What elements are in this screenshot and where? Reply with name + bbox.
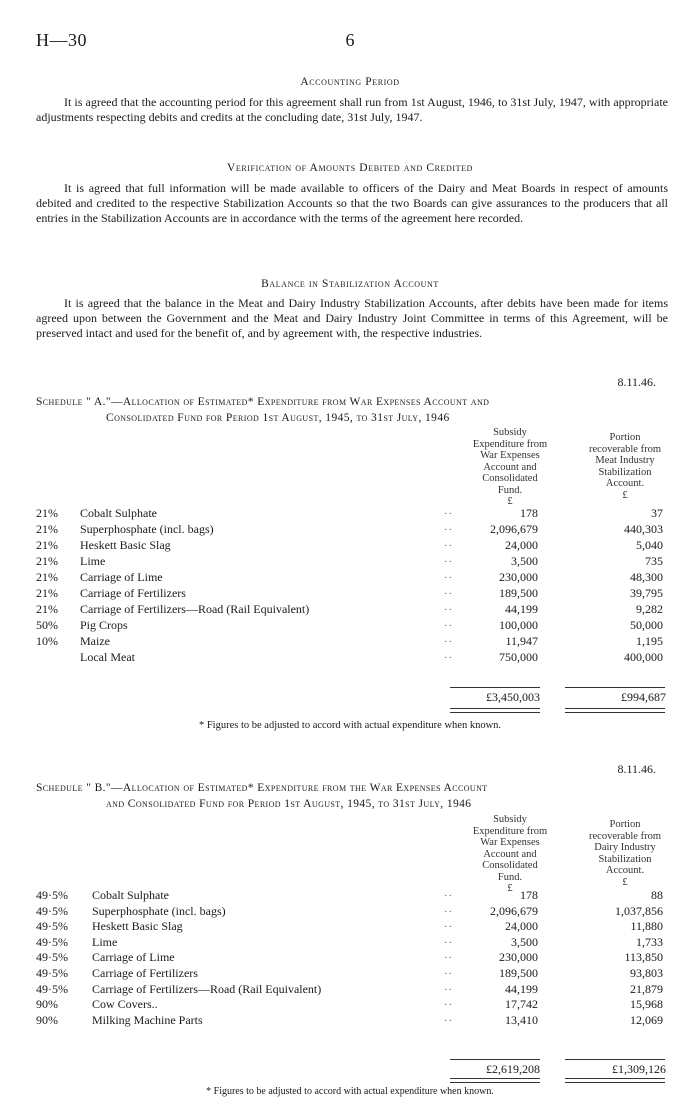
schedule-a-col1-header-line: Account and [483,461,537,473]
schedule-b-col1-header-line: War Expenses [480,837,540,848]
schedule-a-row-item: Carriage of Fertilizers [80,586,186,600]
schedule-b-row-leader: .. [440,950,454,962]
schedule-b-row-percentage: 90% [36,997,58,1012]
schedule-b-col2-header-line: recoverable from [589,830,661,842]
schedule-b-row-leader: .. [440,934,454,946]
schedule-b-sum-rule-2 [565,1059,665,1060]
schedule-a-row-percentage: 50% [36,618,58,632]
schedule-b-row-percentage: 49·5% [36,981,68,996]
schedule-a-row-percentage: 10% [36,634,58,648]
schedule-b-row-portion: 15,968 [630,997,663,1012]
schedule-a-sum-rule-1 [450,687,540,688]
schedule-b-row [0,966,700,980]
schedule-b-footnote: * Figures to be adjusted to accord with actual expenditure when known. [206,1086,494,1097]
schedule-b-row-subsidy: 189,500 [499,966,538,980]
schedule-b-row-item: Milking Machine Parts [92,1012,203,1027]
schedule-b-row-percentage: 49·5% [36,966,68,980]
schedule-b-col1-header [455,814,565,895]
schedule-a-row-leader: .. [440,634,454,645]
schedule-b-row-portion: 12,069 [630,1012,663,1027]
schedule-b-row-leader: .. [440,1012,454,1024]
schedule-a-row [0,506,700,520]
schedule-a-row-item: Carriage of Fertilizers—Road (Rail Equivalent) [80,602,310,616]
schedule-b-row-subsidy: 17,742 [505,997,538,1012]
schedule-b-title-line1: Schedule " B."—Allocation of Estimated* Expenditure from the War Expenses Account [36,782,488,794]
schedule-a-title [36,394,670,426]
schedule-b-col2-unit: £ [622,876,628,888]
schedule-b-col1-header-line: Consolidated [482,860,538,871]
schedule-a-row-item: Local Meat [80,650,135,664]
schedule-b-row-item: Cobalt Sulphate [92,888,169,902]
schedule-a-row-leader: .. [440,602,454,613]
schedule-a-row-subsidy: 3,500 [511,554,538,568]
schedule-a-row-leader: .. [440,586,454,597]
schedule-b-col2-header-line: Portion [609,819,641,830]
schedule-a-row [0,554,700,568]
schedule-b-row [0,982,700,996]
schedule-b-double-rule-1 [450,1078,540,1083]
schedule-a-row-percentage: 21% [36,538,58,552]
schedule-b-row [0,919,700,933]
schedule-a-col2-unit: £ [622,489,628,501]
schedule-b-row-portion: 11,880 [630,919,663,934]
schedule-b-row [0,1013,700,1027]
schedule-b-row [0,888,700,902]
schedule-b-row-portion: 93,803 [630,966,663,980]
schedule-a-col1-header [455,427,565,508]
schedule-a-row-subsidy: 100,000 [499,618,538,632]
schedule-a-row-leader: .. [440,506,454,517]
schedule-a-row-leader: .. [440,554,454,565]
section-title-verification: Verification of Amounts Debited and Credited [226,162,474,174]
schedule-a-row-leader: .. [440,650,454,661]
schedule-a-col2-header [570,432,680,501]
schedule-a-row [0,586,700,600]
schedule-a-row [0,522,700,536]
section-text-balance: It is agreed that the balance in the Meat and Dairy Industry Stabilization Accounts, after debits have been made for items agreed upon between the Government and the Meat and Dairy Industry Joint Committee in terms of this Agreement, will be preserved intact and used for the benefit of, and by agreement with, the respective industries. [36,296,668,340]
schedule-a-col1-header-line: Subsidy [493,427,527,438]
schedule-a-col2-header-line: Meat Industry [595,455,655,466]
schedule-a-col2-header-line: Portion [609,432,641,443]
schedule-a-row-portion: 9,282 [636,602,663,616]
schedule-a-col1-header-line: Fund. [497,484,523,496]
schedule-a-row-subsidy: 2,096,679 [490,522,538,536]
schedule-b-col2-header-line: Dairy Industry [594,842,656,853]
schedule-a-row-item: Superphosphate (incl. bags) [80,522,214,536]
schedule-b-col1-header-line: Expenditure from [472,825,548,837]
schedule-a-row-leader: .. [440,522,454,533]
schedule-a-row-portion: 400,000 [624,650,663,664]
schedule-b-title-line2: and Consolidated Fund for Period 1st August, 1945, to 31st July, 1946 [106,798,472,810]
schedule-a-row [0,650,700,664]
schedule-b-row-percentage: 90% [36,1012,58,1027]
schedule-a-row-portion: 39,795 [630,586,663,600]
schedule-a-row-subsidy: 230,000 [499,570,538,584]
schedule-b-row-item: Heskett Basic Slag [92,919,183,934]
schedule-a-row-item: Lime [80,554,106,568]
schedule-a-row-leader: .. [440,618,454,629]
schedule-b-row-portion: 1,733 [636,934,663,949]
schedule-b-row-leader: .. [440,903,454,915]
schedule-a-col1-header-line: Consolidated [482,473,538,484]
schedule-a-row-item: Pig Crops [80,618,128,632]
schedule-b-row-subsidy: 3,500 [511,934,538,949]
schedule-b-row-subsidy: 24,000 [505,919,538,934]
schedule-b-row-item: Lime [92,934,118,949]
schedule-a-col2-header-line: Account. [605,478,645,489]
schedule-b-col2-header-line: Account. [605,865,645,876]
schedule-b-col1-header-line: Fund. [497,871,523,883]
schedule-a-col1-unit: £ [507,496,513,507]
schedule-b-total-portion: £1,309,126 [612,1062,666,1076]
schedule-b-row-percentage: 49·5% [36,903,68,918]
schedule-a-row-portion: 1,195 [636,634,663,648]
schedule-a-row [0,570,700,584]
schedule-a-title-line1: Schedule " A."—Allocation of Estimated* Expenditure from War Expenses Account and [36,396,490,408]
schedule-b-row-leader: .. [440,981,454,993]
schedule-a-total-portion: £994,687 [621,690,666,704]
schedule-a-double-rule-2 [565,708,665,713]
schedule-a-row-leader: .. [440,538,454,549]
schedule-b-row-percentage: 49·5% [36,934,68,949]
schedule-a-row [0,634,700,648]
schedule-b-row-item: Carriage of Fertilizers [92,966,198,980]
schedule-a-col2-header-line: recoverable from [589,443,661,455]
schedule-b-row-item: Carriage of Lime [92,950,175,965]
schedule-b-row [0,950,700,964]
schedule-a-title-line2: Consolidated Fund for Period 1st August, 1945, to 31st July, 1946 [106,412,450,424]
schedule-a-row-percentage: 21% [36,554,58,568]
schedule-b-row-leader: .. [440,997,454,1009]
schedule-a-footnote: * Figures to be adjusted to accord with actual expenditure when known. [198,720,502,731]
schedule-a-row-subsidy: 11,947 [505,634,538,648]
schedule-b-total-subsidy: £2,619,208 [486,1062,540,1076]
schedule-a-double-rule-1 [450,708,540,713]
schedule-a-row [0,538,700,552]
schedule-a-row-percentage: 21% [36,602,58,616]
schedule-a-row-percentage: 21% [36,506,58,520]
schedule-b-row-subsidy: 13,410 [505,1012,538,1027]
schedule-b-row-leader: .. [440,966,454,977]
schedule-b-col1-header-line: Account and [483,848,537,860]
schedule-b-sum-rule-1 [450,1059,540,1060]
schedule-a-total-subsidy: £3,450,003 [486,690,540,704]
schedule-a-col1-header-line: Expenditure from [472,438,548,450]
section-title-accounting-period: Accounting Period [300,76,400,88]
schedule-b-row-subsidy: 230,000 [499,950,538,965]
section-text-verification: It is agreed that full information will be made available to officers of the Dairy and Meat Boards in respect of amounts debited and credited to the respective Stabilization Accounts so that the two Boards can give assurances to the producers that all entries in the Stabilization Accounts are in accordance with the terms of the agreement here recorded. [36,181,668,225]
schedule-b-row-item: Superphosphate (incl. bags) [92,903,226,918]
schedule-a-row-subsidy: 178 [520,506,538,520]
schedule-a-row [0,618,700,632]
schedule-b-col2-header [570,819,680,888]
schedule-a-row-portion: 735 [645,554,663,568]
schedule-a-sum-rule-2 [565,687,665,688]
schedule-a-date: 8.11.46. [617,375,656,389]
schedule-a-row-subsidy: 189,500 [499,586,538,600]
schedule-a-col2-header-line: Stabilization [598,466,652,478]
schedule-a-col1-header-line: War Expenses [480,450,540,461]
schedule-a-row-portion: 5,040 [636,538,663,552]
schedule-a-row [0,602,700,616]
section-text-accounting-period: It is agreed that the accounting period for this agreement shall run from 1st August, 1946, to 31st July, 1947, with appropriate adjustments respecting debits and credits at the concluding date, 31st July, 1947. [36,95,668,124]
schedule-a-row-percentage: 21% [36,522,58,536]
schedule-a-row-portion: 50,000 [630,618,663,632]
schedule-a-row-portion: 37 [651,506,663,520]
schedule-b-row-subsidy: 2,096,679 [490,903,538,918]
schedule-b-col2-header-line: Stabilization [598,853,652,865]
schedule-b-row-subsidy: 44,199 [505,981,538,996]
schedule-b-row-portion: 113,850 [624,950,663,965]
schedule-b-col1-unit: £ [507,883,513,894]
schedule-b-row [0,935,700,949]
schedule-a-row-subsidy: 44,199 [505,602,538,616]
schedule-b-row-percentage: 49·5% [36,888,68,902]
page-number: 6 [345,30,355,50]
schedule-b-row-item: Cow Covers.. [92,997,158,1012]
schedule-a-row-leader: .. [440,570,454,581]
schedule-a-row-portion: 440,303 [624,522,663,536]
schedule-b-row-portion: 1,037,856 [615,903,663,918]
document-reference: H—30 [36,30,87,50]
schedule-b-date: 8.11.46. [617,762,656,776]
schedule-b-row-percentage: 49·5% [36,950,68,965]
schedule-b-title [36,780,670,812]
schedule-b-row [0,904,700,918]
section-title-balance: Balance in Stabilization Account [261,278,439,290]
schedule-b-double-rule-2 [565,1078,665,1083]
schedule-b-row-subsidy: 178 [520,888,538,902]
schedule-b-row-leader: .. [440,919,454,931]
schedule-a-row-item: Heskett Basic Slag [80,538,171,552]
schedule-a-row-item: Cobalt Sulphate [80,506,157,520]
schedule-a-row-subsidy: 750,000 [499,650,538,664]
schedule-b-row-leader: .. [440,888,454,899]
schedule-b-row [0,997,700,1011]
schedule-a-row-percentage: 21% [36,586,58,600]
schedule-b-row-percentage: 49·5% [36,919,68,934]
schedule-a-row-percentage: 21% [36,570,58,584]
schedule-b-row-portion: 21,879 [630,981,663,996]
schedule-a-row-item: Maize [80,634,110,648]
schedule-a-row-item: Carriage of Lime [80,570,163,584]
schedule-a-row-subsidy: 24,000 [505,538,538,552]
schedule-b-row-portion: 88 [651,888,663,902]
schedule-a-row-portion: 48,300 [630,570,663,584]
schedule-b-row-item: Carriage of Fertilizers—Road (Rail Equivalent) [92,981,322,996]
schedule-b-col1-header-line: Subsidy [493,814,527,825]
